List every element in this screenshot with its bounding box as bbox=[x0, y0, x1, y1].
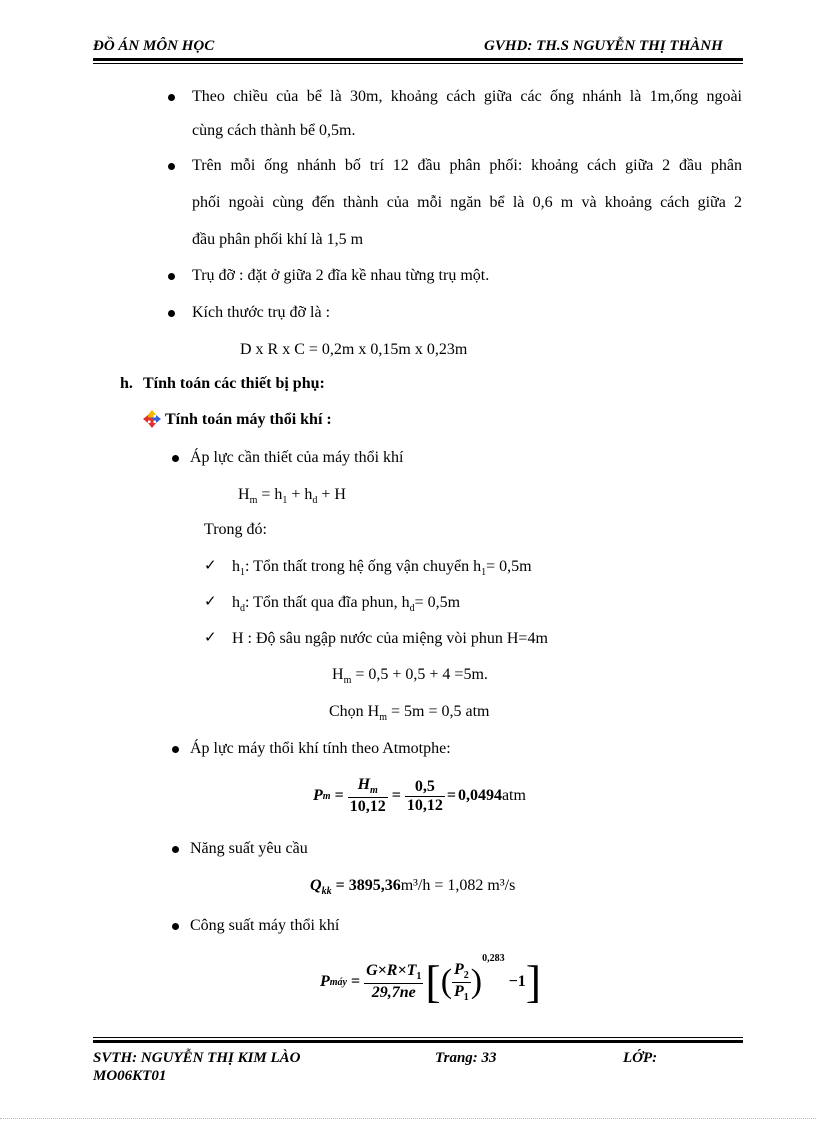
checkmark-icon: ✓ bbox=[204, 592, 217, 610]
bullet-dot bbox=[172, 746, 179, 753]
bullet-text: Theo chiều của bể là 30m, khoảng cách giữa các ống nhánh là 1m,ống ngoài bbox=[192, 88, 742, 105]
bullet-text: Trên mỗi ống nhánh bố trí 12 đầu phân phối: khoảng cách giữa 2 đầu phân bbox=[192, 157, 742, 174]
bullet-text: Kích thước trụ đỡ là : bbox=[192, 304, 331, 321]
bullet-dot bbox=[168, 273, 175, 280]
power-formula: P máy = $\frac{G\times R\times T_1}{29,7ne}$ [ ( $\frac{P_2}{P_1}$ ) 0,283 −1 ] bbox=[320, 953, 542, 1007]
bullet-dot bbox=[168, 94, 175, 101]
check-item-depth: H : Độ sâu ngập nước của miệng vòi phun H=4m bbox=[232, 630, 548, 647]
header-rule-thick bbox=[93, 58, 743, 61]
footer-left: SVTH: NGUYỄN THỊ KIM LÀO bbox=[93, 1050, 301, 1066]
bullet-dot bbox=[172, 923, 179, 930]
bullet-text: Trụ đỡ : đặt ở giữa 2 đĩa kề nhau từng trụ một. bbox=[192, 267, 490, 284]
calc-hm: $H_m = 0,5 + 0,5 + 4 =5m$. bbox=[332, 666, 488, 687]
atm-formula: P m = $\frac{H_m}{10,12}$ = $\frac{0,5}{10,12}$ = 0,0494 atm bbox=[313, 776, 526, 815]
page-bottom-dotted bbox=[0, 1118, 816, 1119]
footer-class-value: MO06KT01 bbox=[93, 1068, 167, 1084]
four-way-arrow-icon bbox=[143, 410, 161, 428]
atm-bullet: Áp lực máy thổi khí tính theo Atmotphe: bbox=[190, 740, 451, 757]
dimensions-line: D x R x C = 0,2m x 0,15m x 0,23m bbox=[240, 341, 468, 358]
capacity-formula: $Q_{kk} = 3895,36m^3/h = 1,082$ m³/s bbox=[310, 877, 516, 898]
footer-page: Trang: 33 bbox=[435, 1050, 497, 1066]
header-right: GVHD: TH.S NGUYỄN THỊ THÀNH bbox=[484, 38, 723, 54]
checkmark-icon: ✓ bbox=[204, 628, 217, 646]
check-item-h1: $h_1$: Tổn thất trong hệ ống vận chuyển $h_1= 0,5m$ bbox=[232, 558, 532, 579]
bullet-text-cont: cùng cách thành bể 0,5m. bbox=[192, 122, 356, 139]
bullet-text-cont: phối ngoài cùng đến thành của mỗi ngăn bể là 0,6 m và khoảng cách giữa 2 bbox=[192, 194, 742, 211]
where-label: Trong đó: bbox=[204, 521, 267, 538]
bullet-text-cont: đầu phân phối khí là 1,5 m bbox=[192, 231, 364, 248]
check-item-hd: $h_d$: Tổn thất qua đĩa phun, $h_d= 0,5m$ bbox=[232, 594, 461, 615]
header-left: ĐỒ ÁN MÔN HỌC bbox=[93, 38, 215, 54]
footer-rule-thick bbox=[93, 1040, 743, 1043]
footer-class: LỚP: bbox=[623, 1050, 658, 1066]
footer-rule-thin bbox=[93, 1037, 743, 1038]
subsection-title: Tính toán máy thổi khí : bbox=[165, 411, 332, 428]
section-title: Tính toán các thiết bị phụ: bbox=[143, 375, 325, 392]
capacity-bullet: Năng suất yêu cầu bbox=[190, 840, 308, 857]
header-rule-thin bbox=[93, 63, 743, 64]
equation-hm: $H_m = h_1 + h_d + H$ bbox=[238, 486, 346, 507]
power-bullet: Công suất máy thổi khí bbox=[190, 917, 340, 934]
bullet-dot bbox=[168, 163, 175, 170]
bullet-dot bbox=[168, 310, 175, 317]
checkmark-icon: ✓ bbox=[204, 556, 217, 574]
bullet-dot bbox=[172, 846, 179, 853]
section-label: h. bbox=[120, 375, 133, 392]
pressure-bullet: Áp lực cần thiết của máy thổi khí bbox=[190, 449, 404, 466]
bullet-dot bbox=[172, 455, 179, 462]
choose-hm: Chọn $H_m = 5m = 0,5$ atm bbox=[329, 703, 490, 724]
